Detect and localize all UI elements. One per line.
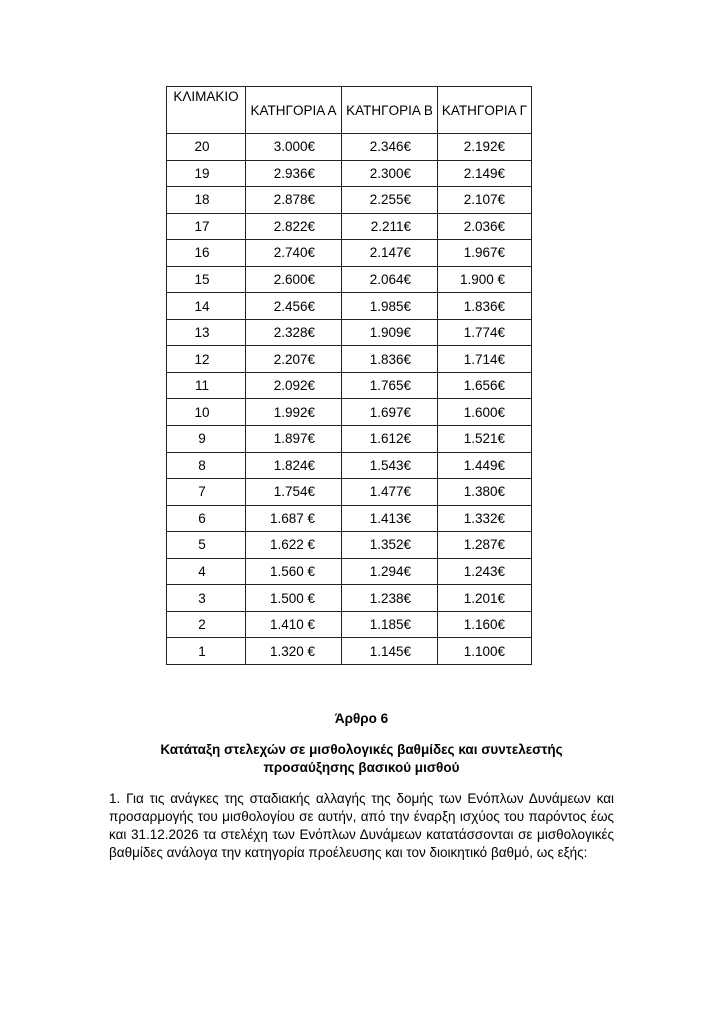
table-row [167,240,532,267]
cell-step: 11 [167,372,246,399]
header-category-c: ΚΑΤΗΓΟΡΙΑ Γ [438,87,532,134]
cell-step: 5 [167,532,246,559]
cell-category-a: 2.822€ [246,213,342,240]
table-row [167,558,532,585]
table-row [167,346,532,373]
cell-step: 6 [167,505,246,532]
cell-step: 2 [167,611,246,638]
cell-category-a: 2.740€ [246,240,342,267]
table-row [167,372,532,399]
cell-category-b: 1.836€ [342,346,438,373]
cell-step: 16 [167,240,246,267]
cell-category-a: 1.824€ [246,452,342,479]
cell-category-b: 2.255€ [342,187,438,214]
cell-category-a: 2.878€ [246,187,342,214]
cell-step: 8 [167,452,246,479]
cell-category-b: 2.064€ [342,266,438,293]
cell-step: 3 [167,585,246,612]
cell-step: 17 [167,213,246,240]
header-category-b: ΚΑΤΗΓΟΡΙΑ Β [342,87,438,134]
cell-category-a: 1.622 € [246,532,342,559]
cell-category-c: 1.714€ [438,346,532,373]
cell-category-a: 2.600€ [246,266,342,293]
cell-category-c: 1.380€ [438,479,532,506]
cell-category-c: 1.774€ [438,319,532,346]
cell-category-a: 1.754€ [246,479,342,506]
table-row [167,426,532,453]
table-header-row [167,87,532,134]
cell-category-c: 1.656€ [438,372,532,399]
cell-step: 1 [167,638,246,665]
cell-category-b: 1.697€ [342,399,438,426]
cell-category-b: 1.985€ [342,293,438,320]
cell-category-a: 3.000€ [246,134,342,161]
cell-category-a: 1.687 € [246,505,342,532]
table-row [167,479,532,506]
cell-category-b: 1.238€ [342,585,438,612]
table-row [167,134,532,161]
cell-category-b: 1.185€ [342,611,438,638]
cell-category-a: 1.560 € [246,558,342,585]
cell-category-b: 1.612€ [342,426,438,453]
cell-step: 4 [167,558,246,585]
cell-step: 10 [167,399,246,426]
cell-step: 15 [167,266,246,293]
cell-category-b: 1.413€ [342,505,438,532]
cell-category-a: 1.992€ [246,399,342,426]
cell-category-c: 1.201€ [438,585,532,612]
cell-category-b: 1.477€ [342,479,438,506]
cell-category-c: 1.160€ [438,611,532,638]
table-row [167,399,532,426]
cell-category-c: 2.192€ [438,134,532,161]
table-row [167,187,532,214]
cell-category-b: 1.909€ [342,319,438,346]
table-row [167,319,532,346]
cell-category-b: 2.211€ [342,213,438,240]
table-row [167,585,532,612]
article-title: Άρθρο 6 [334,711,389,726]
cell-category-c: 2.149€ [438,160,532,187]
cell-category-a: 2.328€ [246,319,342,346]
cell-category-c: 1.967€ [438,240,532,267]
cell-category-c: 1.836€ [438,293,532,320]
cell-category-c: 1.900 € [438,266,532,293]
article-paragraph: 1. Για τις ανάγκες της σταδιακής αλλαγής της δομής των Ενόπλων Δυνάμεων και προσαρμογής του μισθολογίου σε αυτήν, από την έναρξη ισχύος του παρόντος έως και 31.12.2026 τα στελέχη των Ενόπλων Δυνάμεων κατατάσσονται σε μισθολογικές βαθμίδες ανάλογα την κατηγορία προέλευσης και τον διοικητικό βαθμό, ως εξής: [109,791,614,860]
cell-step: 9 [167,426,246,453]
cell-category-b: 1.543€ [342,452,438,479]
article-subtitle: Κατάταξη στελεχών σε μισθολογικές βαθμίδες και συντελεστής προσαύξησης βασικού μισθού [160,742,563,775]
cell-category-b: 2.147€ [342,240,438,267]
cell-category-a: 1.897€ [246,426,342,453]
cell-category-a: 1.410 € [246,611,342,638]
table-row [167,293,532,320]
table-row [167,505,532,532]
table-row [167,160,532,187]
cell-step: 14 [167,293,246,320]
cell-category-c: 1.332€ [438,505,532,532]
cell-category-a: 2.092€ [246,372,342,399]
cell-category-c: 1.243€ [438,558,532,585]
header-step: ΚΛΙΜΑΚΙΟ [167,87,246,134]
table-row [167,452,532,479]
cell-category-b: 1.294€ [342,558,438,585]
table-row [167,266,532,293]
cell-category-b: 2.346€ [342,134,438,161]
cell-category-c: 1.600€ [438,399,532,426]
cell-category-a: 2.207€ [246,346,342,373]
cell-step: 7 [167,479,246,506]
cell-step: 19 [167,160,246,187]
table-row [167,213,532,240]
cell-category-b: 1.352€ [342,532,438,559]
cell-category-c: 1.449€ [438,452,532,479]
cell-category-b: 1.765€ [342,372,438,399]
cell-category-c: 2.036€ [438,213,532,240]
cell-category-b: 2.300€ [342,160,438,187]
table-row [167,638,532,665]
salary-table [166,86,532,665]
cell-step: 18 [167,187,246,214]
table-row [167,532,532,559]
cell-step: 13 [167,319,246,346]
cell-category-b: 1.145€ [342,638,438,665]
cell-category-c: 1.100€ [438,638,532,665]
header-category-a: ΚΑΤΗΓΟΡΙΑ Α [246,87,342,134]
cell-category-a: 2.936€ [246,160,342,187]
cell-category-a: 1.320 € [246,638,342,665]
cell-category-c: 1.287€ [438,532,532,559]
cell-step: 12 [167,346,246,373]
cell-step: 20 [167,134,246,161]
cell-category-a: 1.500 € [246,585,342,612]
table-row [167,611,532,638]
cell-category-a: 2.456€ [246,293,342,320]
cell-category-c: 2.107€ [438,187,532,214]
cell-category-c: 1.521€ [438,426,532,453]
